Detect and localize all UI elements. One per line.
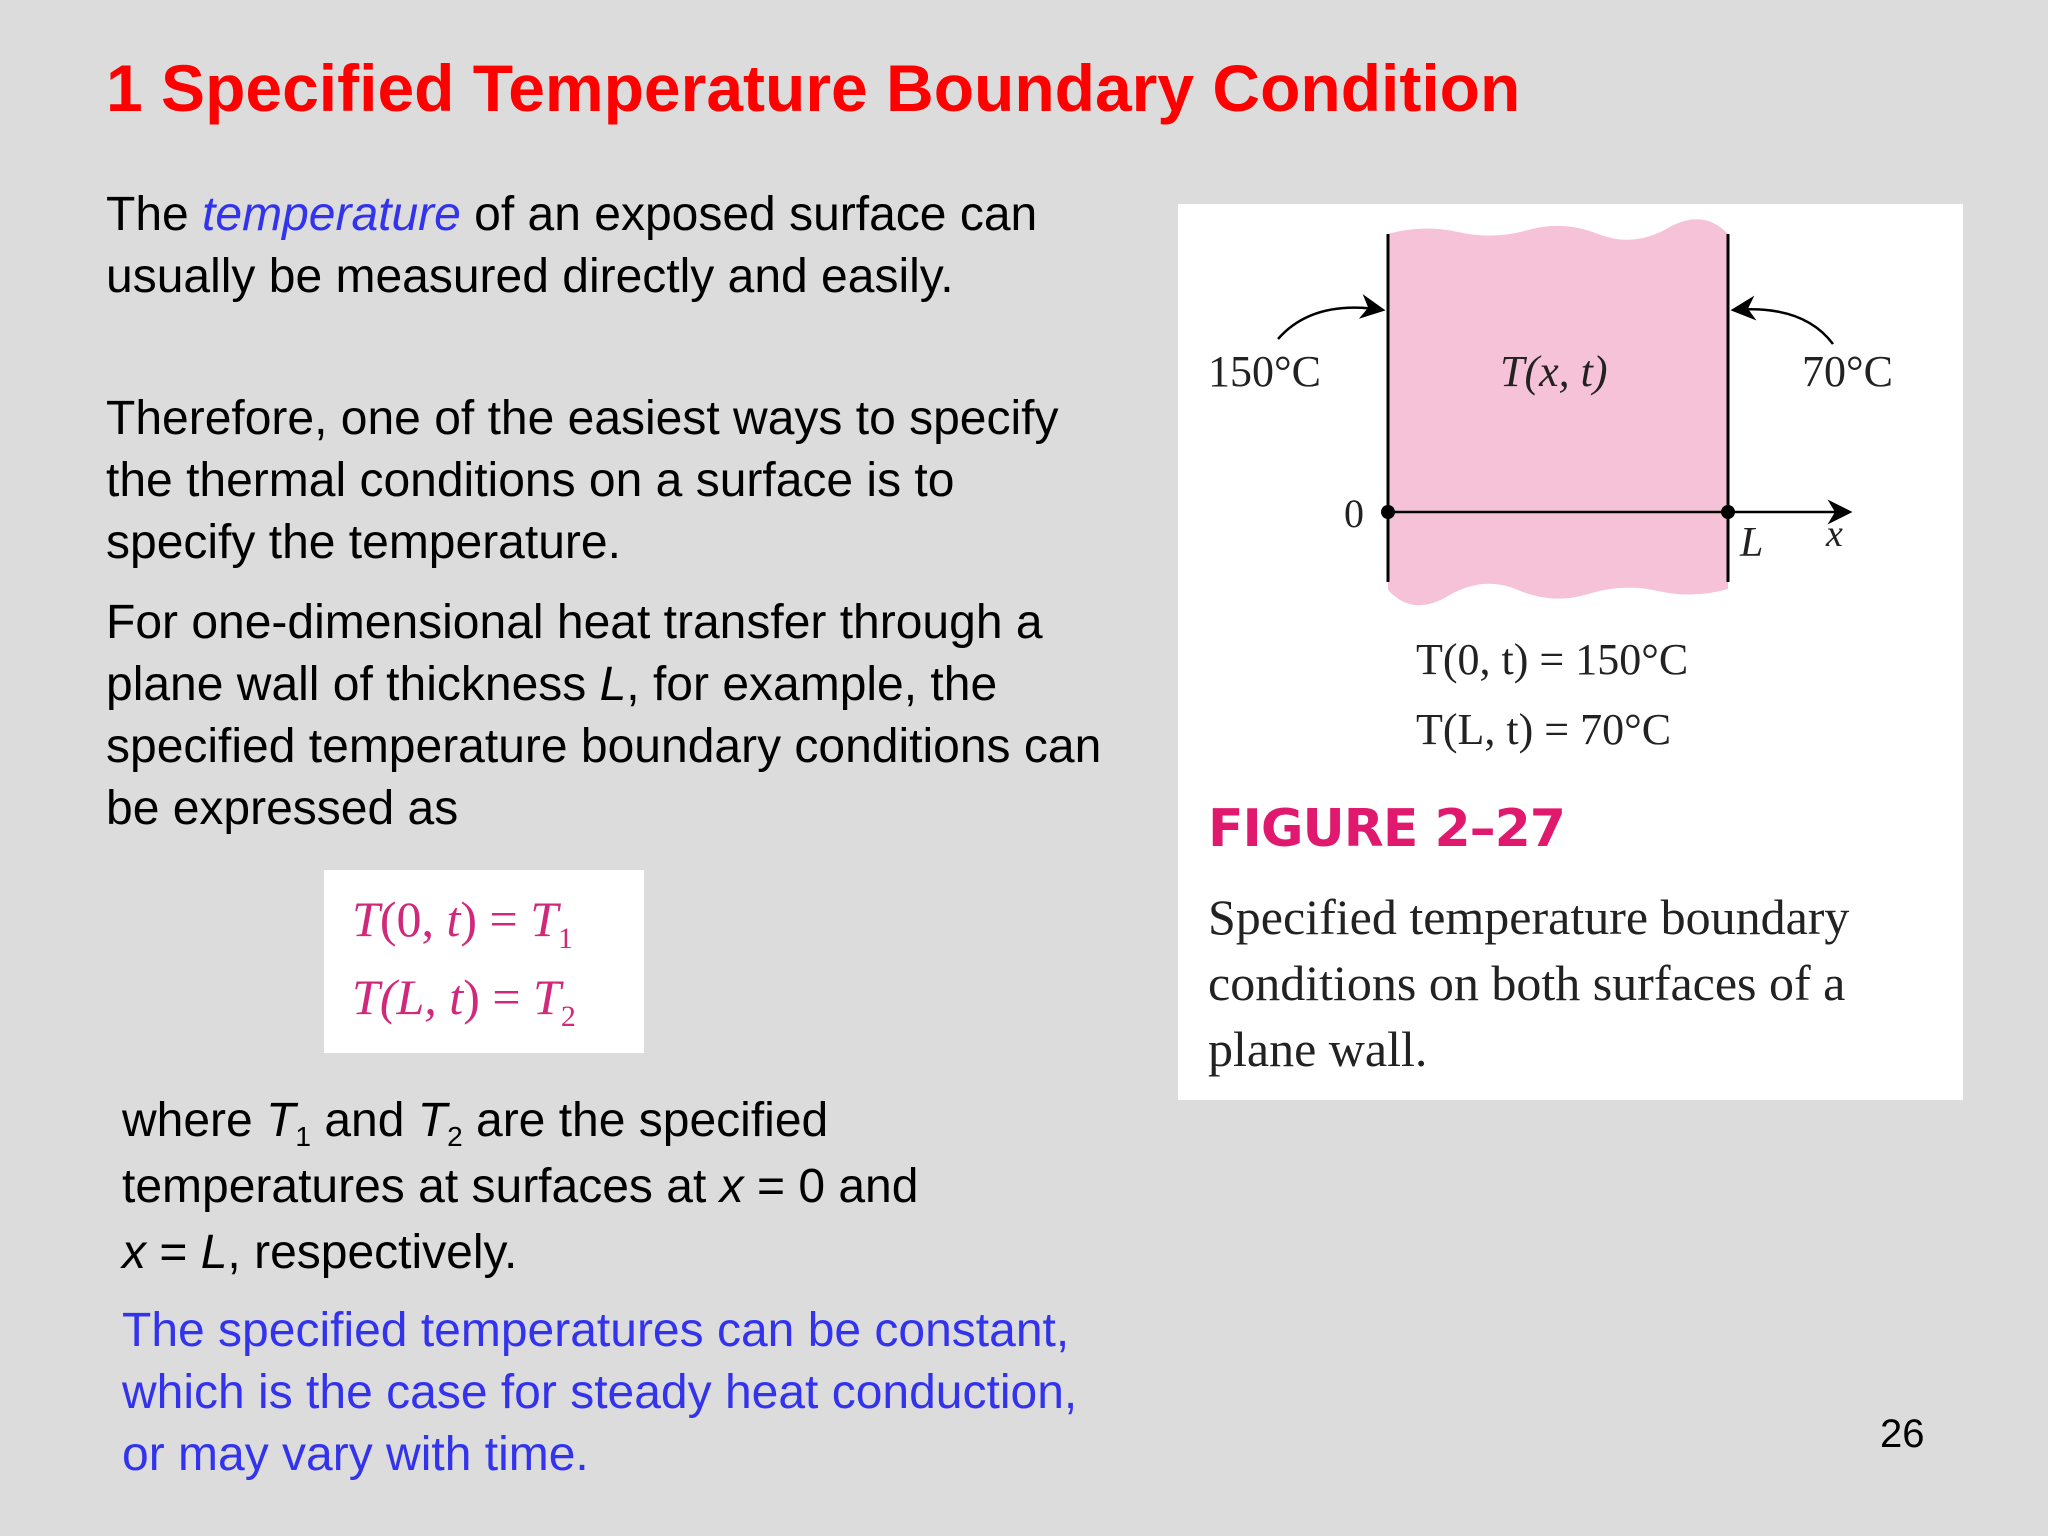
intro-paragraph xyxy=(106,184,1106,308)
p3-after: , for example, the specified temperature boundary conditions can be expressed as xyxy=(106,658,1102,835)
one-dimensional-paragraph xyxy=(106,592,1106,840)
plane-wall-diagram xyxy=(1178,204,1963,784)
figure-caption: Specified temperature boundary conditions on both surfaces of a plane wall. xyxy=(1208,889,1850,1077)
inside-temp-label: T(x, t) xyxy=(1500,347,1608,396)
note-paragraph: The specified temperatures can be constant, which is the case for steady heat conduction, or may vary with time. xyxy=(122,1304,1078,1481)
figure-number: FIGURE 2–27 xyxy=(1208,799,1565,859)
page-number: 26 xyxy=(1880,1412,1925,1456)
L-label: L xyxy=(1740,520,1764,566)
L-dot xyxy=(1721,505,1735,519)
left-arrow xyxy=(1278,308,1383,339)
p1-after: of an exposed surface can usually be measured directly and easily. xyxy=(106,188,1038,303)
equation-2: T(L, $t) = T_2$ xyxy=(352,969,576,1033)
slide-title: 1 Specified Temperature Boundary Condition xyxy=(106,51,1521,125)
bc1-label: T(0, t) = 150°C xyxy=(1416,635,1689,684)
equation-box xyxy=(324,870,644,1053)
equation-1: T(0, $t) = T_1$ xyxy=(352,891,574,955)
thickness-var: L xyxy=(599,658,627,711)
x-label: x xyxy=(1826,513,1843,555)
origin-label: 0 xyxy=(1344,491,1364,536)
figure-panel xyxy=(1178,204,1963,1100)
bc2-label: T(L, t) = 70°C xyxy=(1416,705,1672,754)
origin-dot xyxy=(1381,505,1395,519)
right-temp-label: 70°C xyxy=(1802,347,1893,396)
p3-before: For one-dimensional heat transfer through a plane wall of thickness xyxy=(106,596,1043,711)
wall-region xyxy=(1388,219,1728,605)
where-paragraph: where $T_1$ and $T_2$ are the specified temperatures at surfaces at x = 0 and x = L, respectively. xyxy=(122,1094,919,1279)
therefore-paragraph: Therefore, one of the easiest ways to specify the thermal conditions on a surface is to specify the temperature. xyxy=(106,392,1059,569)
temperature-emphasis: temperature xyxy=(202,188,461,241)
right-arrow xyxy=(1733,309,1833,344)
left-temp-label: 150°C xyxy=(1208,347,1321,396)
p1-before: The xyxy=(106,188,203,241)
